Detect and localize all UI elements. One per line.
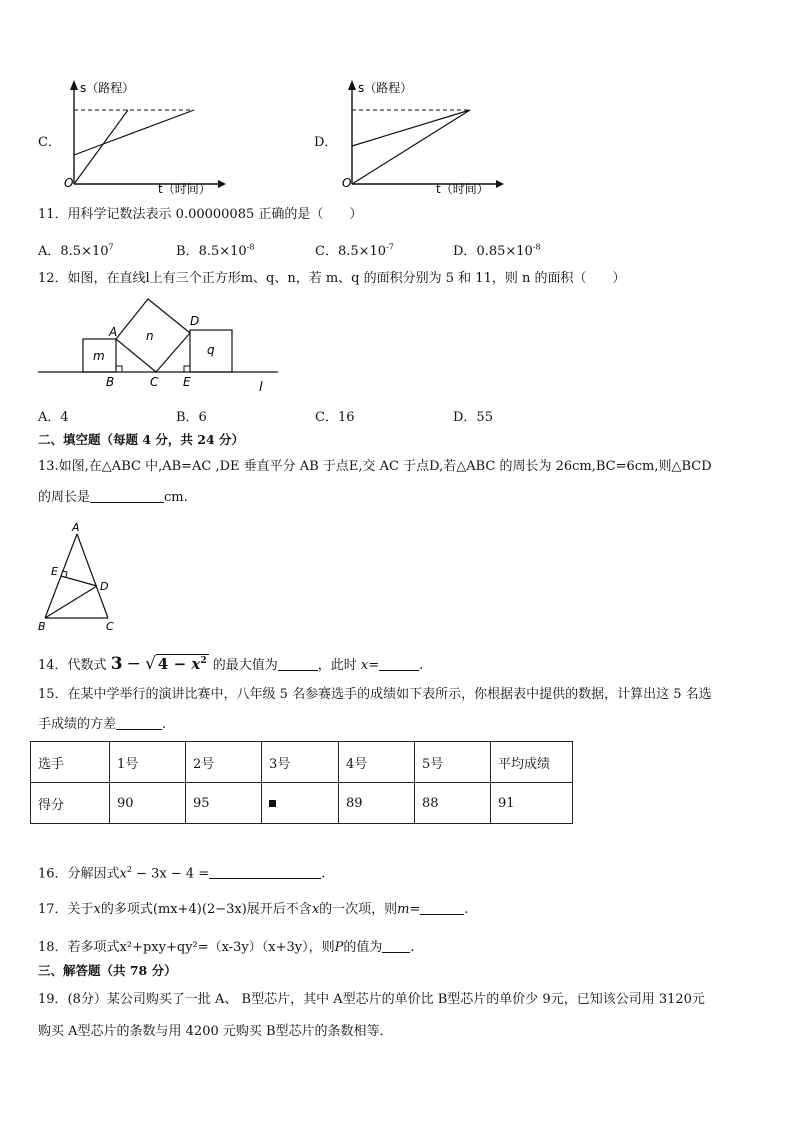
- label-c: C: [150, 375, 159, 389]
- q13-label-a: A: [72, 521, 80, 534]
- q13-label-e: E: [51, 565, 58, 578]
- q12-option-b: B．6: [176, 410, 207, 425]
- table-cell: 90: [110, 783, 186, 824]
- graph-c-label: C．: [38, 135, 61, 150]
- table-header-cell: 2号: [186, 742, 262, 783]
- q18-blank[interactable]: [382, 939, 410, 953]
- section-3-heading: 三、解答题（共 78 分）: [38, 963, 177, 978]
- q13-figure: [34, 520, 124, 635]
- table-cell: 91: [491, 783, 573, 824]
- q12-option-c: C．16: [315, 410, 355, 425]
- label-a: A: [109, 325, 118, 339]
- q16-blank[interactable]: [209, 865, 321, 879]
- table-header-cell: 3号: [262, 742, 339, 783]
- q13-line2: 的周长是 cm.: [38, 490, 188, 505]
- graph-c-line-shallow: [74, 110, 194, 155]
- graph-c-line-steep: [74, 110, 128, 184]
- q13-label-c: C: [106, 620, 114, 633]
- label-m: m: [93, 349, 105, 363]
- graph-c-y-label: s（路程）: [80, 81, 135, 95]
- graph-d-line-steep: [352, 110, 470, 184]
- table-header-cell: 1号: [110, 742, 186, 783]
- table-header-row: [31, 742, 573, 783]
- graph-d-origin: O: [342, 176, 352, 190]
- q12-text: 12．如图，在直线l上有三个正方形m、q、n，若 m、q 的面积分别为 5 和 11，则 n 的面积（ ）: [38, 271, 626, 286]
- label-n: n: [146, 329, 154, 343]
- q14: 14．代数式 3 − √ $4 - x^2$ 的最大值为 ，此时 x= .: [38, 654, 424, 674]
- q14-blank-x[interactable]: [379, 657, 419, 671]
- table-cell: 95: [186, 783, 262, 824]
- graph-d-x-label: t（时间）: [436, 182, 489, 196]
- q12-option-d: D．55: [453, 410, 493, 425]
- q16: 16．分解因式$x^2 - 3x - 4$ = .: [38, 865, 326, 882]
- q13-line1: 13.如图,在△ABC 中,AB=AC ,DE 垂直平分 AB 于点E,交 AC 于点D,若△ABC 的周长为 26cm,BC=6cm,则△BCD: [38, 459, 712, 474]
- graph-c-x-label: t（时间）: [158, 182, 211, 196]
- q15-line1: 15．在某中学举行的演讲比赛中，八年级 5 名参赛选手的成绩如下表所示，你根据表中提供的数据，计算出这 5 名选: [38, 687, 712, 702]
- q11-option-d: D．$0.85\times 10^{-8}$: [453, 242, 541, 259]
- graph-d-label: D．: [314, 135, 338, 150]
- q11-text: 11．用科学记数法表示 0.00000085 正确的是（ ）: [38, 207, 363, 222]
- graph-d-y-label: s（路程）: [358, 81, 413, 95]
- table-cell: 89: [339, 783, 415, 824]
- table-header-cell: 选手: [31, 742, 110, 783]
- q13-label-d: D: [100, 580, 109, 593]
- q14-blank-max[interactable]: [278, 657, 318, 671]
- graph-c: [60, 74, 230, 198]
- table-cell-hidden-score: [262, 783, 339, 824]
- q11-option-a: A．$8.5\times 10^7$: [38, 242, 114, 259]
- q13-blank[interactable]: [90, 489, 164, 503]
- table-row: [31, 783, 573, 824]
- graph-c-origin: O: [64, 176, 74, 190]
- table-header-cell: 4号: [339, 742, 415, 783]
- q13-label-b: B: [38, 620, 46, 633]
- table-header-cell: 平均成绩: [491, 742, 573, 783]
- q12-figure: [30, 296, 290, 396]
- label-b: B: [106, 375, 115, 389]
- section-2-heading: 二、填空题（每题 4 分，共 24 分）: [38, 432, 245, 447]
- table-row-label: 得分: [31, 783, 110, 824]
- smudge-square-icon: [269, 800, 276, 807]
- table-cell: 88: [415, 783, 491, 824]
- q11-option-b: B．$8.5\times 10^{-8}$: [176, 242, 255, 259]
- q17-blank[interactable]: [420, 901, 464, 915]
- graph-d: [338, 74, 508, 198]
- q17: 17．关于x的多项式(mx+4)(2−3x)展开后不含x的一次项，则m= .: [38, 902, 469, 917]
- label-q: q: [207, 343, 215, 357]
- q15-line2: 手成绩的方差 .: [38, 717, 167, 732]
- graph-d-line-shallow: [352, 110, 470, 146]
- q18: 18．若多项式x²+pxy+qy²=（x-3y）（x+3y），则P的值为 .: [38, 940, 415, 955]
- q11-option-c: C．$8.5\times 10^{-7}$: [315, 242, 394, 259]
- q12-option-a: A．4: [38, 410, 69, 425]
- label-d: D: [190, 314, 200, 328]
- q15-blank[interactable]: [116, 716, 162, 730]
- q19-line1: 19．(8分）某公司购买了一批 A、 B型芯片，其中 A型芯片的单价比 B型芯片的单价少 9元，已知该公司用 3120元: [38, 992, 705, 1007]
- q19-line2: 购买 A型芯片的条数与用 4200 元购买 B型芯片的条数相等．: [38, 1024, 393, 1039]
- table-header-cell: 5号: [415, 742, 491, 783]
- label-e: E: [183, 375, 191, 389]
- label-l: l: [259, 380, 263, 395]
- scores-table: [30, 741, 573, 824]
